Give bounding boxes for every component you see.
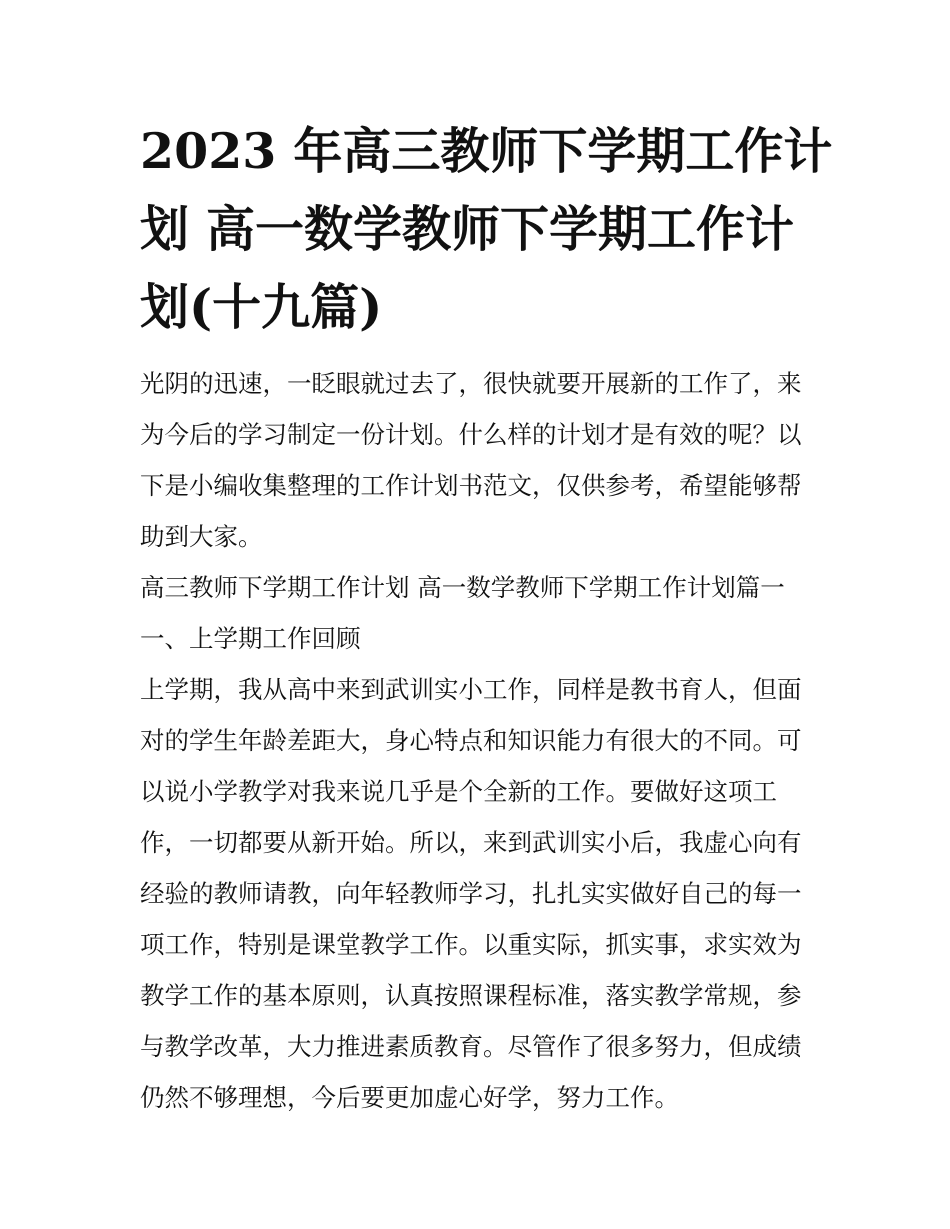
text-line: 为今后的学习制定一份计划。什么样的计划才是有效的呢？以 xyxy=(140,420,802,449)
title-line: 2023 年高三教师下学期工作计 xyxy=(140,122,833,180)
text-line: 仍然不够理想，今后要更加虚心好学，努力工作。 xyxy=(140,1083,679,1112)
text-line: 经验的教师请教，向年轻教师学习，扎扎实实做好自己的每一 xyxy=(140,879,802,908)
text-line: 作，一切都要从新开始。所以，来到武训实小后，我虚心向有 xyxy=(140,828,802,857)
text-line: 教学工作的基本原则，认真按照课程标准，落实教学常规，参 xyxy=(140,981,802,1010)
text-line: 与教学改革，大力推进素质教育。尽管作了很多努力，但成绩 xyxy=(140,1032,802,1061)
text-line: 以说小学教学对我来说几乎是个全新的工作。要做好这项工 xyxy=(140,777,777,806)
document-body xyxy=(140,358,820,1123)
text-line: 光阴的迅速，一眨眼就过去了，很快就要开展新的工作了，来 xyxy=(140,369,802,398)
intro-paragraph xyxy=(140,358,820,562)
body-paragraph xyxy=(140,664,820,1123)
text-line: 助到大家。 xyxy=(140,522,263,551)
document-content xyxy=(140,112,833,1123)
section-heading: 一、上学期工作回顾 xyxy=(140,624,361,653)
text-line: 上学期，我从高中来到武训实小工作，同样是教书育人，但面 xyxy=(140,675,802,704)
title-line: 划(十九篇) xyxy=(140,278,383,336)
document-title xyxy=(140,112,833,346)
article-heading: 高三教师下学期工作计划 高一数学教师下学期工作计划篇一 xyxy=(140,573,785,602)
text-line: 项工作，特别是课堂教学工作。以重实际，抓实事，求实效为 xyxy=(140,930,802,959)
title-line: 划 高一数学教师下学期工作计 xyxy=(140,200,795,258)
text-line: 下是小编收集整理的工作计划书范文，仅供参考，希望能够帮 xyxy=(140,471,802,500)
text-line: 对的学生年龄差距大，身心特点和知识能力有很大的不同。可 xyxy=(140,726,802,755)
